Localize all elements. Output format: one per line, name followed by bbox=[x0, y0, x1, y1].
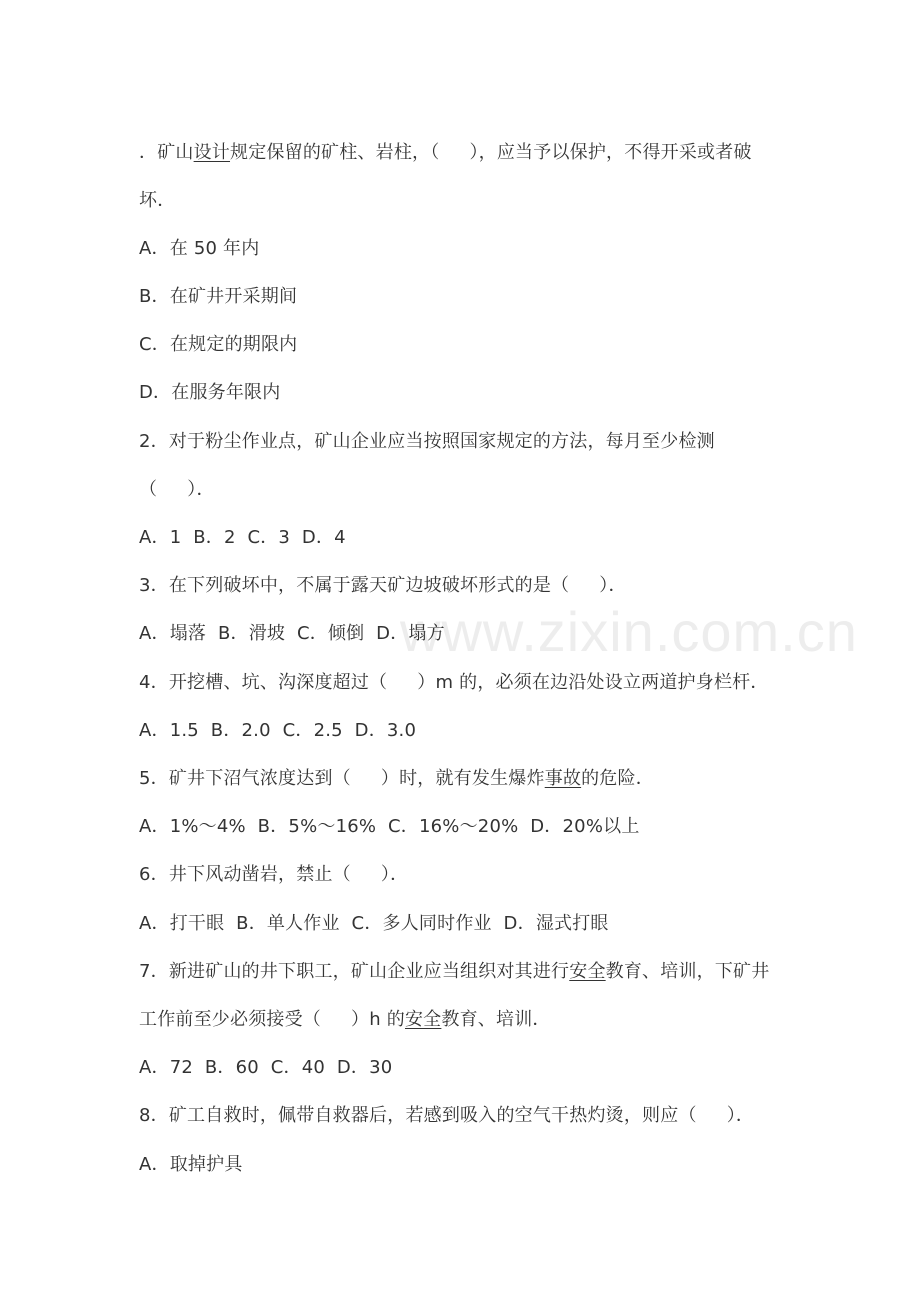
q6-stem bbox=[139, 863, 408, 887]
q1-stem-line1 bbox=[139, 141, 752, 165]
text-segment: 8．矿工自救时，佩带自救器后，若感到吸入的空气干热灼烫，则应（ ）． bbox=[139, 1105, 755, 1126]
text-segment: A．取掉护具 bbox=[139, 1154, 243, 1175]
q3-stem bbox=[139, 574, 627, 598]
text-segment: A．1%～4% B．5%～16% C．16%～20% D．20%以上 bbox=[139, 816, 640, 837]
q2-stem-line1 bbox=[139, 430, 715, 454]
q7-stem-line2 bbox=[139, 1008, 551, 1032]
q5-stem bbox=[139, 767, 654, 791]
text-segment: 6．井下风动凿岩，禁止（ ）． bbox=[139, 864, 409, 885]
underlined-term: 安全 bbox=[569, 961, 606, 982]
text-segment: （ ）． bbox=[139, 479, 215, 500]
q7-options bbox=[139, 1056, 392, 1080]
q1-option-c bbox=[139, 333, 297, 357]
text-segment: B．在矿井开采期间 bbox=[139, 286, 298, 307]
text-segment: A．72 B．60 C．40 D．30 bbox=[139, 1057, 393, 1078]
text-segment: 7．新进矿山的井下职工，矿山企业应当组织对其进行 bbox=[139, 961, 570, 982]
text-segment: A．塌落 B．滑坡 C．倾倒 D．塌方 bbox=[139, 623, 445, 644]
text-segment: 3．在下列破坏中，不属于露天矿边坡破坏形式的是（ ）． bbox=[139, 575, 627, 596]
text-segment: 工作前至少必须接受（ ）h 的 bbox=[139, 1009, 405, 1030]
q3-options bbox=[139, 622, 445, 646]
q1-stem-line2 bbox=[139, 189, 175, 213]
q1-option-a bbox=[139, 237, 259, 261]
q8-option-a bbox=[139, 1153, 243, 1177]
underlined-term: 事故 bbox=[544, 768, 582, 789]
watermark: www.zixin.com.cn bbox=[400, 600, 858, 663]
q5-options bbox=[139, 815, 640, 839]
q4-stem bbox=[139, 671, 769, 695]
underlined-term: 设计 bbox=[193, 142, 231, 163]
text-segment: 5．矿井下沼气浓度达到（ ）时，就有发生爆炸 bbox=[139, 768, 545, 789]
q2-options bbox=[139, 526, 346, 550]
q8-stem bbox=[139, 1104, 754, 1128]
q6-options bbox=[139, 912, 609, 936]
q1-option-d bbox=[139, 381, 280, 405]
q7-stem-line1 bbox=[139, 960, 769, 984]
text-segment: C．在规定的期限内 bbox=[139, 334, 298, 355]
text-segment: ．矿山 bbox=[139, 142, 194, 163]
text-segment: A．在 50 年内 bbox=[139, 238, 260, 259]
text-segment: 教育、培训． bbox=[441, 1009, 551, 1030]
text-segment: 规定保留的矿柱、岩柱，（ ），应当予以保护，不得开采或者破 bbox=[230, 142, 752, 163]
q4-options bbox=[139, 719, 416, 743]
q1-option-b bbox=[139, 285, 297, 309]
underlined-term: 安全 bbox=[404, 1009, 442, 1030]
text-segment: 教育、培训，下矿井 bbox=[605, 961, 770, 982]
text-segment: 的危险． bbox=[581, 768, 654, 789]
text-segment: 4．开挖槽、坑、沟深度超过（ ）m 的，必须在边沿处设立两道护身栏杆． bbox=[139, 672, 769, 693]
text-segment: A．1 B．2 C．3 D．4 bbox=[139, 527, 346, 548]
text-segment: 2．对于粉尘作业点，矿山企业应当按照国家规定的方法，每月至少检测 bbox=[139, 431, 715, 452]
text-segment: 坏． bbox=[139, 190, 176, 211]
q2-stem-line2 bbox=[139, 478, 215, 502]
text-segment: A．打干眼 B．单人作业 C．多人同时作业 D．湿式打眼 bbox=[139, 913, 609, 934]
text-segment: A．1.5 B．2.0 C．2.5 D．3.0 bbox=[139, 720, 417, 741]
text-segment: D．在服务年限内 bbox=[139, 382, 281, 403]
